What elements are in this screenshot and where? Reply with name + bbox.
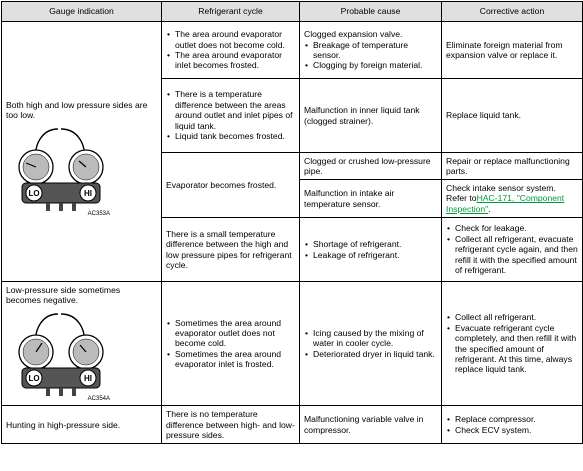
table-row xyxy=(2,406,583,444)
gauge-cell-hunting: Hunting in high-pressure side. xyxy=(2,406,162,444)
lo-label: LO xyxy=(28,188,40,198)
hi-label: HI xyxy=(84,188,92,198)
gauge-figure xyxy=(6,125,157,219)
table-row xyxy=(2,282,583,406)
action-cell xyxy=(442,180,583,218)
list-item: • Clogging by foreign material. xyxy=(304,60,437,70)
troubleshooting-table xyxy=(1,1,583,444)
cycle-cell xyxy=(162,79,300,153)
gauge-cell-both-low xyxy=(2,22,162,282)
gauge-text: Both high and low pressure sides are too low. xyxy=(6,100,148,121)
gauge-text: Low-pressure side sometimes becomes negative. xyxy=(6,285,121,306)
list-item: • Evacuate refrigerant cycle completely, and then refill it with the specified amount of refrigerant. At this time, always replace liquid tank. xyxy=(446,323,578,375)
header-row xyxy=(2,2,583,22)
list-item: • Sometimes the area around evaporator outlet does not become cold. xyxy=(166,318,295,349)
gauge-cell-low-negative xyxy=(2,282,162,406)
header-action: Corrective action xyxy=(442,2,583,22)
header-gauge: Gauge indication xyxy=(2,2,162,22)
action-cell: Eliminate foreign material from expansion valve or replace it. xyxy=(442,22,583,79)
cause-title: Clogged expansion valve. xyxy=(304,29,403,40)
list-item: • Sometimes the area around evaporator inlet is frosted. xyxy=(166,349,295,370)
cause-cell: Malfunction in inner liquid tank (clogged strainer). xyxy=(300,79,442,153)
cause-cell: Clogged or crushed low-pressure pipe. xyxy=(300,153,442,180)
list-item: • There is a temperature difference between the areas around outlet and inlet pipes of liquid tank. xyxy=(166,89,295,131)
cycle-cell: There is no temperature difference between high- and low-pressure sides. xyxy=(162,406,300,444)
manifold-gauge-illustration xyxy=(6,310,116,402)
cause-cell xyxy=(300,22,442,79)
gauge-figure xyxy=(6,310,157,404)
list-item: • Deteriorated dryer in liquid tank. xyxy=(304,349,437,359)
list-item: • Shortage of refrigerant. xyxy=(304,239,437,249)
action-cell xyxy=(442,406,583,444)
list-item: • The area around evaporator outlet does not become cold. xyxy=(166,29,295,50)
cycle-cell: There is a small temperature difference between the high and low pressure pipes for refrigerant cycle. xyxy=(162,218,300,282)
action-text: Check intake sensor system. Refer to xyxy=(446,182,556,204)
cycle-cell xyxy=(162,22,300,79)
list-item: • Collect all refrigerant, evacuate refrigerant cycle again, and then refill it with the specified amount of refrigerant. xyxy=(446,234,578,276)
header-cause: Probable cause xyxy=(300,2,442,22)
action-text-end: . xyxy=(488,203,491,214)
action-cell: Replace liquid tank. xyxy=(442,79,583,153)
header-cycle: Refrigerant cycle xyxy=(162,2,300,22)
list-item: • Collect all refrigerant. xyxy=(446,312,578,322)
action-cell xyxy=(442,282,583,406)
list-item: • Check for leakage. xyxy=(446,223,578,233)
figure-id: AC354A xyxy=(87,395,110,402)
list-item: • The area around evaporator inlet becomes frosted. xyxy=(166,50,295,71)
component-inspection-link[interactable]: HAC-171, "Component Inspection" xyxy=(446,193,565,214)
list-item: • Icing caused by the mixing of water in cooler cycle. xyxy=(304,328,437,349)
list-item: • Replace compressor. xyxy=(446,414,578,424)
action-cell xyxy=(442,218,583,282)
table-row xyxy=(2,22,583,79)
list-item: • Breakage of temperature sensor. xyxy=(304,40,437,61)
cause-cell: Malfunctioning variable valve in compressor. xyxy=(300,406,442,444)
list-item: • Liquid tank becomes frosted. xyxy=(166,131,295,141)
list-item: • Check ECV system. xyxy=(446,425,578,435)
cause-cell xyxy=(300,218,442,282)
list-item: • Leakage of refrigerant. xyxy=(304,250,437,260)
cause-cell: Malfunction in intake air temperature sensor. xyxy=(300,180,442,218)
lo-label: LO xyxy=(28,373,40,383)
cycle-cell xyxy=(162,282,300,406)
manifold-gauge-illustration xyxy=(6,125,116,217)
hi-label: HI xyxy=(84,373,92,383)
cycle-cell: Evaporator becomes frosted. xyxy=(162,153,300,218)
figure-id: AC353A xyxy=(87,210,110,217)
action-cell: Repair or replace malfunctioning parts. xyxy=(442,153,583,180)
cause-cell xyxy=(300,282,442,406)
